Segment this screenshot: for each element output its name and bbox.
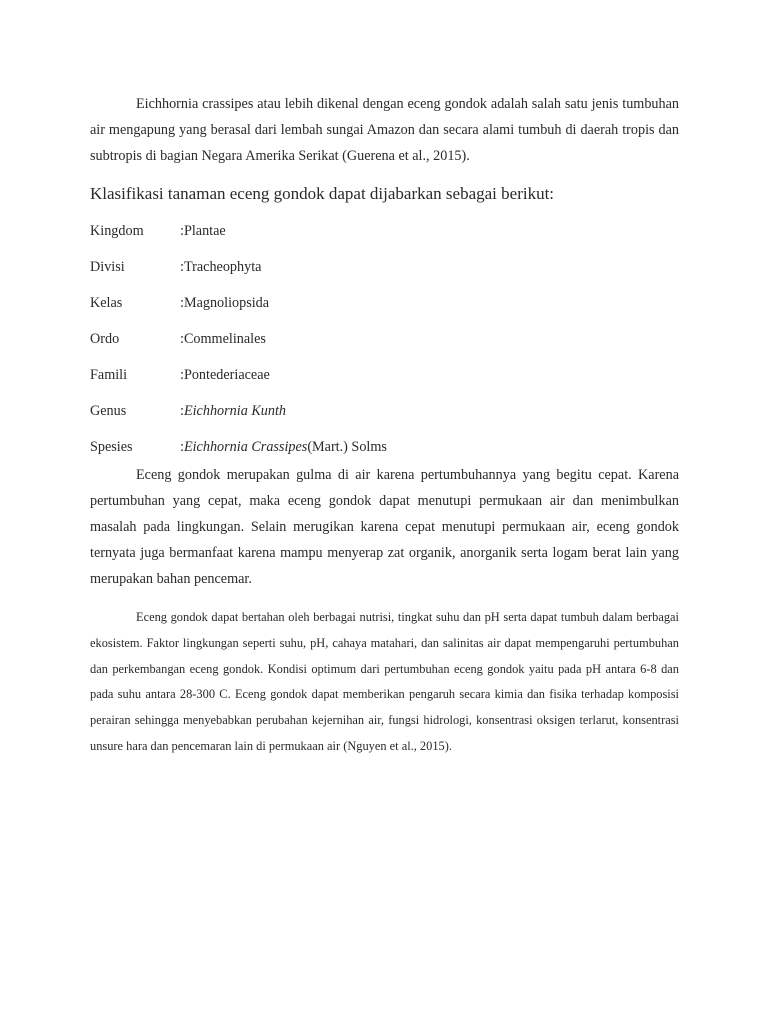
rank-separator: : <box>180 439 184 455</box>
rank-value: Tracheophyta <box>183 259 262 275</box>
rank-separator: : <box>180 403 184 419</box>
intro-paragraph: Eichhornia crassipes atau lebih dikenal dengan eceng gondok adalah salah satu jenis tumbuhan air mengapung yang berasal dari lembah sungai Amazon dan secara alami tumbuh di daerah tropis dan subtropis di bagian Negara Amerika Serikat (Guerena et al., 2015). <box>90 96 679 164</box>
rank-value-italic: Eichhornia Crassipes <box>183 439 308 455</box>
rank-value-authority: (Mart.) Solms <box>307 439 387 455</box>
document-page <box>90 0 679 1024</box>
tahan-paragraph: Eceng gondok dapat bertahan oleh berbagai nutrisi, tingkat suhu dan pH serta dapat tumbuh dalam berbagai ekosistem. Faktor lingkungan seperti suhu, pH, cahaya matahari, dan salinitas air dapat mempengaruhi pertumbuhan dan perkembangan eceng gondok. Kondisi optimum dari pertumbuhan eceng gondok yaitu pada pH antara 6-8 dan pada suhu antara 28-300 C. Eceng gondok dapat memberikan pengaruh secara kimia dan fisika terhadap komposisi perairan sehingga menyebabkan perubahan kejernihan air, fungsi hidrologi, konsentrasi oksigen terlarut, konsentrasi unsure hara dan pencemaran lain di permukaan air (Nguyen et al., 2015). <box>90 610 679 753</box>
classification-row-kingdom <box>90 219 679 255</box>
rank-label: Kelas <box>90 295 123 311</box>
classification-row-ordo <box>90 327 679 363</box>
rank-separator: : <box>180 295 184 311</box>
rank-value: Pontederiaceae <box>183 367 270 383</box>
rank-separator: : <box>180 331 184 347</box>
classification-row-kelas <box>90 291 679 327</box>
rank-separator: : <box>180 259 184 275</box>
rank-label: Ordo <box>90 331 120 347</box>
rank-separator: : <box>180 367 184 383</box>
rank-value: Plantae <box>183 223 226 239</box>
classification-row-famili <box>90 363 679 399</box>
rank-label: Genus <box>90 403 127 419</box>
classification-table <box>90 219 679 471</box>
rank-label: Kingdom <box>90 223 144 239</box>
rank-value: Magnoliopsida <box>183 295 270 311</box>
rank-value: Commelinales <box>183 331 266 347</box>
rank-label: Famili <box>90 367 128 383</box>
rank-label: Spesies <box>90 439 133 455</box>
rank-label: Divisi <box>90 259 125 275</box>
gulma-paragraph: Eceng gondok merupakan gulma di air karena pertumbuhannya yang begitu cepat. Karena pertumbuhan yang cepat, maka eceng gondok dapat menutupi permukaan air dan menimbulkan masalah pada lingkungan. Selain merugikan karena cepat menutupi permukaan air, eceng gondok ternyata juga bermanfaat karena mampu menyerap zat organik, anorganik serta logam berat lain yang merupakan bahan pencemar. <box>90 467 679 587</box>
rank-separator: : <box>180 223 184 239</box>
rank-value-italic: Eichhornia Kunth <box>183 403 287 419</box>
classification-row-genus <box>90 399 679 435</box>
classification-heading: Klasifikasi tanaman eceng gondok dapat dijabarkan sebagai berikut: <box>90 184 555 203</box>
classification-row-divisi <box>90 255 679 291</box>
